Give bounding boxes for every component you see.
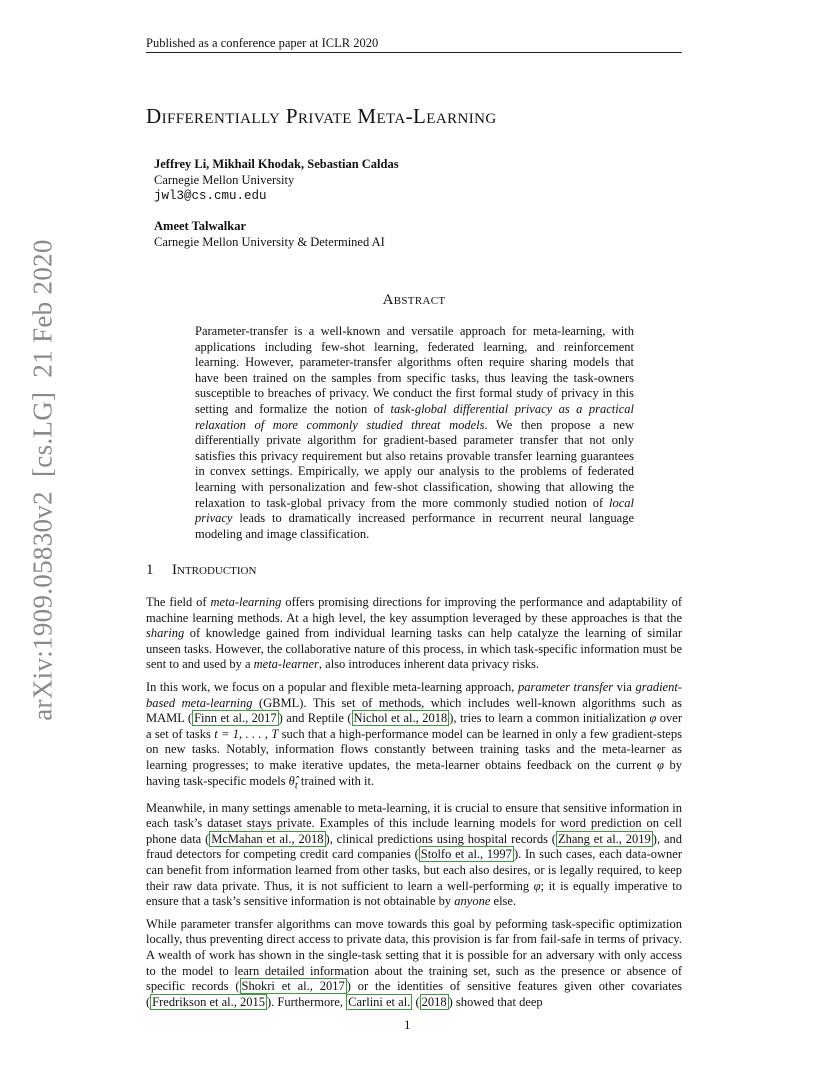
citation-link[interactable]: Fredrikson et al., 2015	[152, 994, 266, 1009]
arxiv-sidebar-stamp: arXiv:1909.05830v2 [cs.LG] 21 Feb 2020	[27, 239, 58, 721]
paper-title: Differentially Private Meta-Learning	[146, 104, 497, 128]
body-text	[146, 595, 682, 1017]
affiliation-2: Carnegie Mellon University & Determined AI	[154, 235, 385, 249]
paragraph-3: Meanwhile, in many settings amenable to meta-learning, it is crucial to ensure that sensitive information in each task’s dataset stays private. Examples of this include learning models for word prediction on cell phone data ( McMahan et al., 2018 ), clinical predictions using hospital records ( Zhang et al., 2019 ), and fraud detectors for competing credit card companies ( Stolfo et al., 1997 ). In such cases, each data-owner can benefit from information learned from other tasks, but each also desires, or is legally required, to keep their raw data private. Thus, it is not sufficient to learn a well-performing φ; it is equally imperative to ensure that a task’s sensitive information is not obtainable by anyone else.	[146, 800, 682, 909]
running-header: Published as a conference paper at ICLR 2020	[146, 36, 379, 50]
citation-link[interactable]: Carlini et al.	[348, 994, 411, 1009]
abstract-text	[195, 324, 634, 542]
citation-link[interactable]: 2018	[421, 994, 447, 1009]
author-email[interactable]: jwl3@cs.cmu.edu	[154, 189, 267, 203]
abstract-text-part: Parameter-transfer is a well-known and versatile approach for meta-learning, with applications including few-shot learning, federated learning, and reinforcement learning. However, parameter-transfer algorithms often require sharing models that have been trained on the samples from specific tasks, thus leaving the task-owners susceptible to breaches of privacy. We conduct the first formal study of privacy in this setting and formalize the notion of	[195, 324, 634, 416]
abstract-text-part: . We then propose a new differentially private algorithm for gradient-based parameter transfer that not only satisfies this privacy requirement but also retains provable transfer learning guarantees in convex settings. Empirically, we apply our analysis to the problems of federated learning with personalization and few-shot classification, showing that allowing the relaxation to task-global privacy from the more commonly studied notion of	[195, 417, 634, 510]
citation-link[interactable]: McMahan et al., 2018	[211, 831, 324, 846]
author-block	[154, 156, 399, 250]
citation-link[interactable]: Shokri et al., 2017	[241, 979, 345, 994]
citation-link[interactable]: Zhang et al., 2019	[557, 831, 651, 846]
affiliation-1: Carnegie Mellon University	[154, 173, 295, 187]
section-heading-introduction	[146, 562, 256, 579]
abstract-heading: Abstract	[382, 292, 446, 308]
abstract-emphasis: task-global differential privacy as a practical relaxation of more commonly studied threat models	[195, 401, 634, 432]
abstract-emphasis: local privacy	[195, 495, 634, 526]
paragraph-4: While parameter transfer algorithms can move towards this goal by peforming task-specific optimization locally, thus preventing direct access to private data, this provision is far from fail-safe in terms of privacy. A wealth of work has shown in the single-task setting that it is possible for an adversary with only access to the model to learn detailed information about the training set, such as the presence or absence of specific records ( Shokri et al., 2017 ) or the identities of sensitive features given other covariates ( Fredrikson et al., 2015 ). Furthermore, Carlini et al. ( 2018 ) showed that deep	[146, 916, 682, 1009]
section-number: 1	[146, 562, 154, 578]
citation-link[interactable]: Stolfo et al., 1997	[420, 847, 512, 862]
paragraph-2: In this work, we focus on a popular and flexible meta-learning approach, parameter transfer via gradient-based meta-learning (GBML). This set of methods, which includes well-known algorithms such as MAML ( Finn et al., 2017 ) and Reptile ( Nichol et al., 2018 ), tries to learn a common initialization φ over a set of tasks t = 1, . . . , T such that a high-performance model can be learned in only a few gradient-steps on new tasks. Notably, information flows constantly between training tasks and the meta-learner as learning progresses; to make iterative updates, the meta-learner obtains feedback on the current φ by having task-specific models $\thetâ_t$ trained with it.	[146, 679, 683, 792]
header-rule	[146, 52, 682, 53]
section-title: Introduction	[172, 562, 257, 578]
author-names-2: Ameet Talwalkar	[154, 219, 247, 233]
citation-link[interactable]: Nichol et al., 2018	[353, 711, 448, 726]
abstract-text-part: leads to dramatically increased performance in recurrent neural language modeling and image classification.	[195, 511, 634, 541]
citation-link[interactable]: Finn et al., 2017	[194, 711, 277, 726]
author-names-1: Jeffrey Li, Mikhail Khodak, Sebastian Caldas	[154, 157, 399, 171]
paragraph-1: The field of meta-learning offers promising directions for improving the performance and adaptability of machine learning methods. At a high level, the key assumption leveraged by these approaches is that the sharing of knowledge gained from individual learning tasks can help catalyze the learning of similar unseen tasks. However, the collaborative nature of this process, in which task-specific information must be sent to and used by a meta-learner, also introduces inherent data privacy risks.	[146, 595, 682, 672]
page-number: 1	[404, 1017, 411, 1032]
